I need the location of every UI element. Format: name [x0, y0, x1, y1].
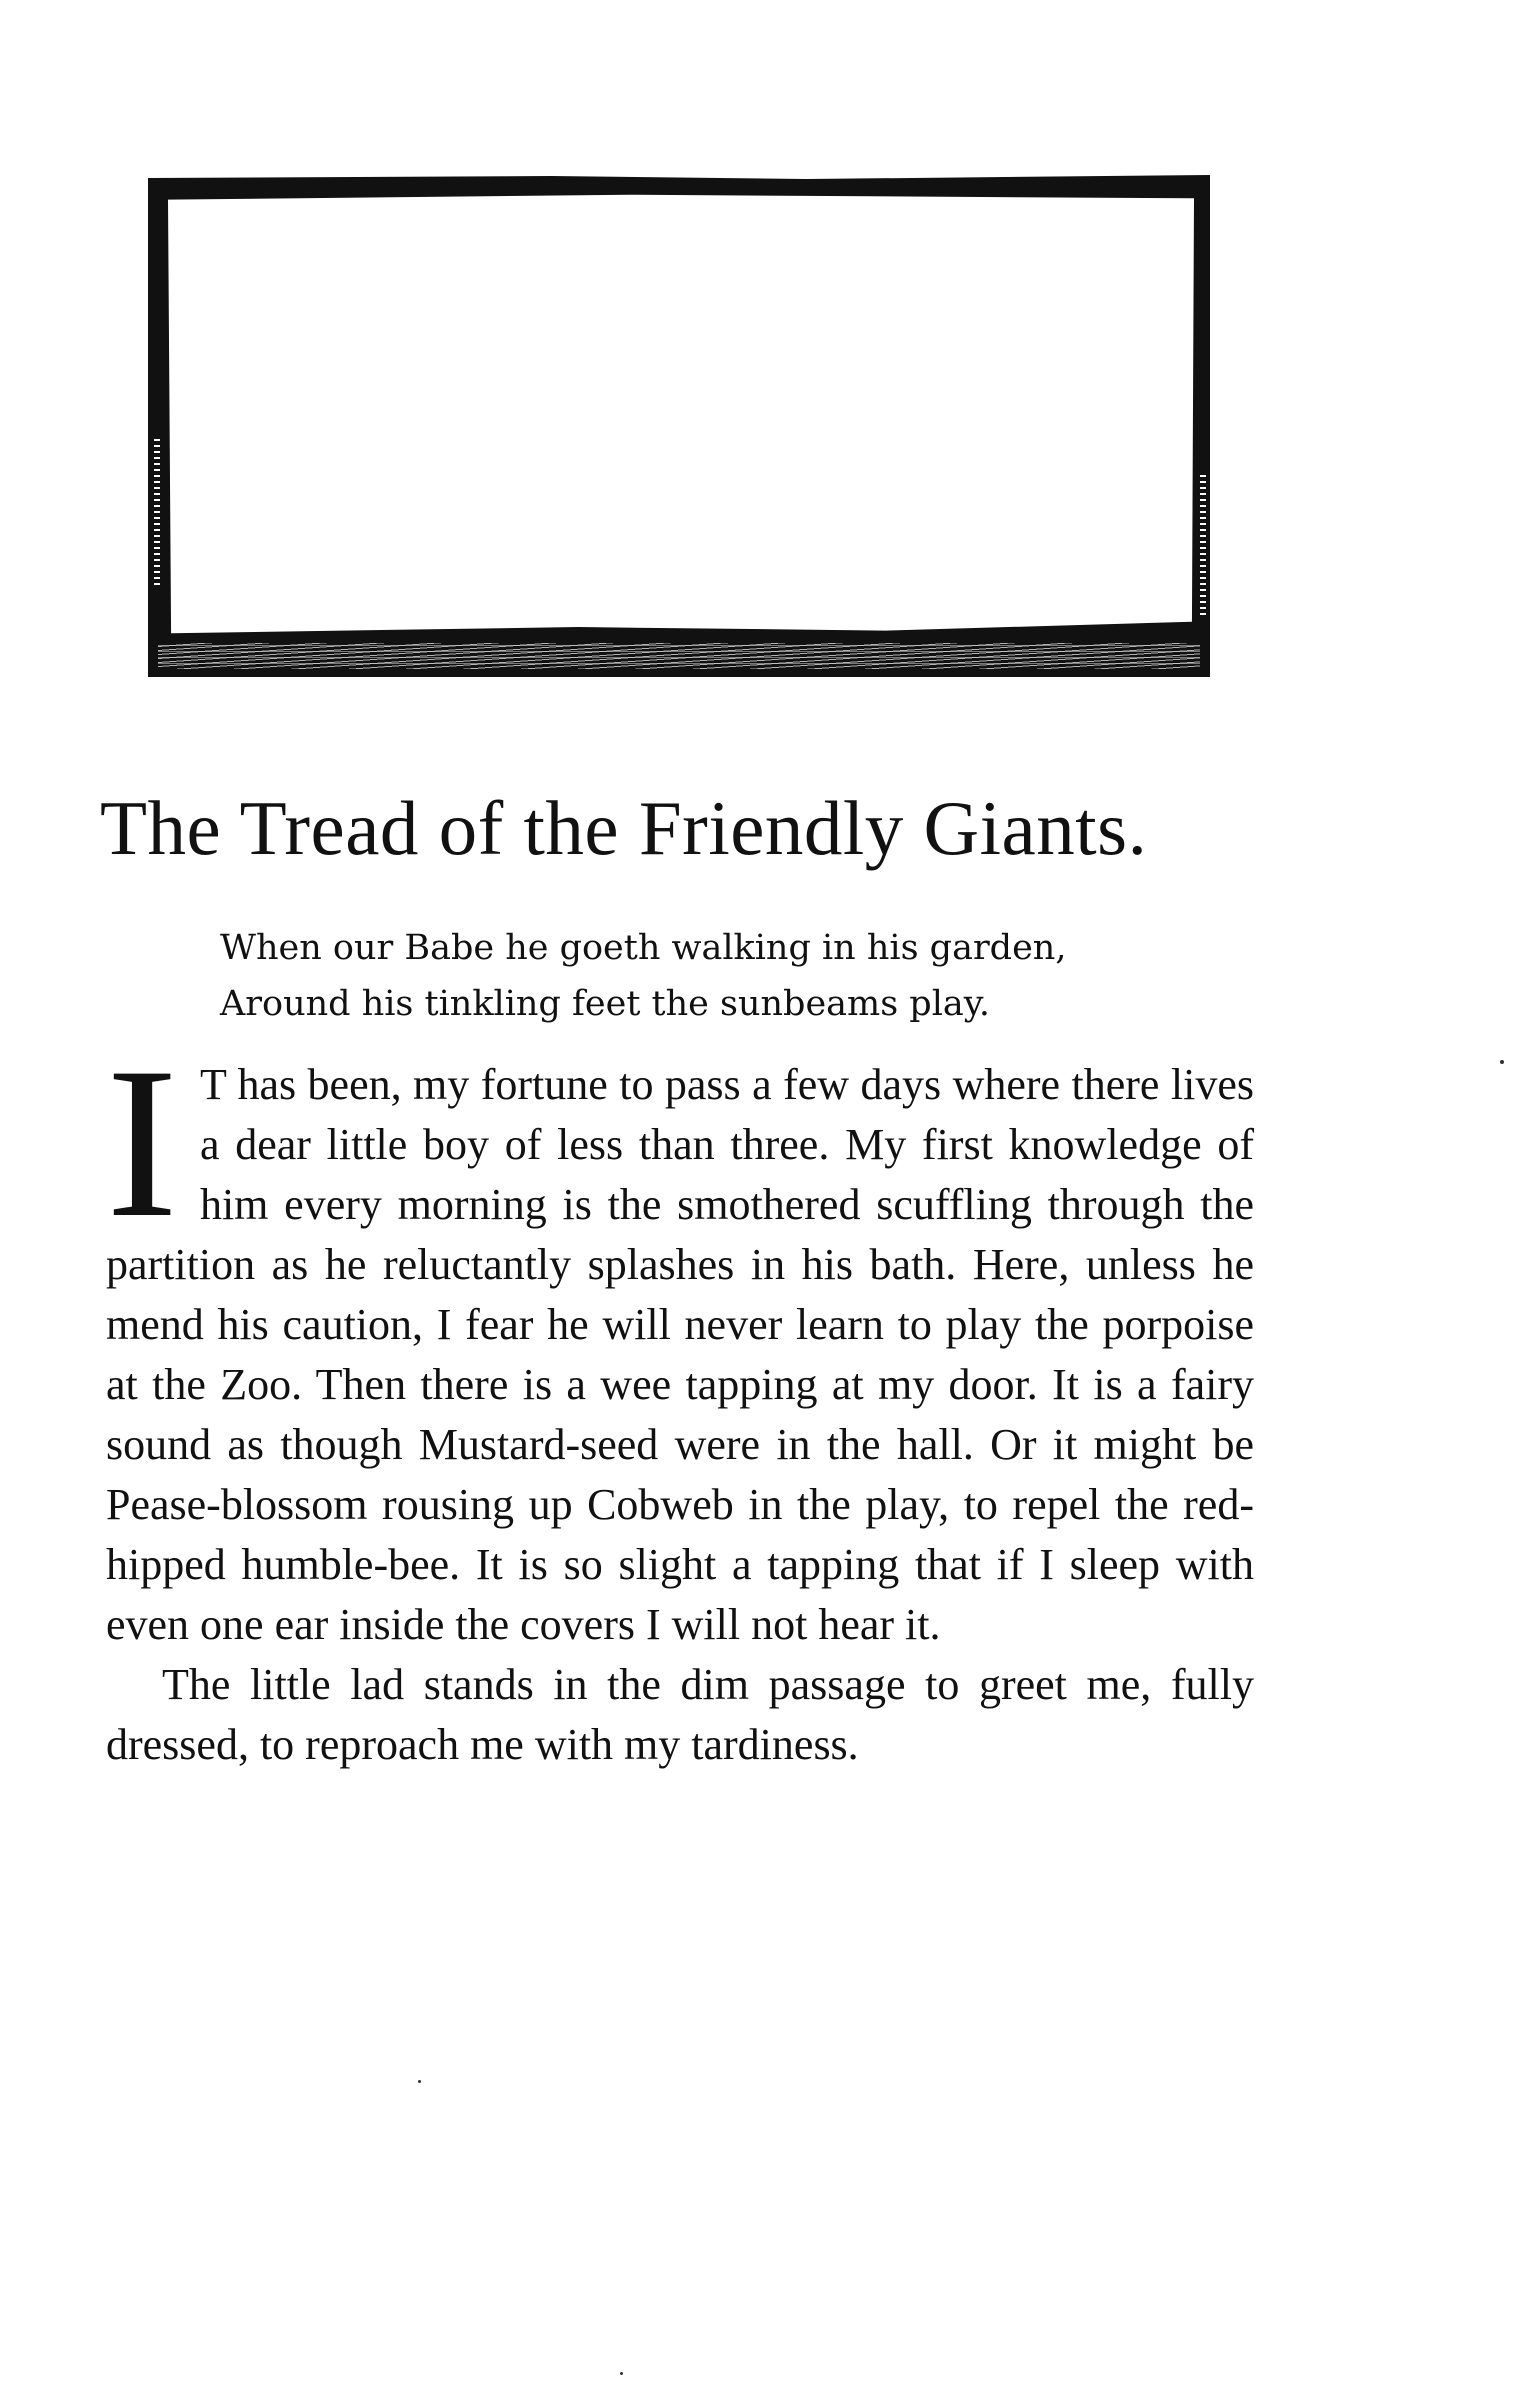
- paragraph-second: The little lad stands in the dim passage to greet me, fully dressed, to reproach me with my tardiness.: [106, 1660, 1254, 1769]
- headpiece-left-texture: [154, 435, 160, 585]
- paper-speck: [418, 2080, 421, 2083]
- woodcut-frame-icon: [148, 175, 1210, 677]
- paper-speck: [1500, 1060, 1504, 1064]
- paper-speck: [620, 2372, 623, 2375]
- drop-cap: I: [106, 1023, 178, 1262]
- headpiece-right-texture: [1200, 475, 1206, 615]
- headpiece-hatching: [158, 643, 1200, 669]
- paragraph-first-text: T has been, my fortune to pass a few days where there lives a dear little boy of less than three. My first knowledge of him every morning is the smothered scuffling through the partition as he reluctantly splashes in his bath. Here, unless he mend his caution, I fear he will never learn to play the porpoise at the Zoo. Then there is a wee tapping at my door. It is a fairy sound as though Mustard-seed were in the hall. Or it might be Pease-blossom rousing up Cobweb in the play, to repel the red-hipped humble-bee. It is so slight a tapping that if I sleep with even one ear inside the covers I will not hear it.: [106, 1060, 1254, 1649]
- epigraph: [220, 920, 1066, 1032]
- epigraph-line: When our Babe he goeth walking in his garden,: [220, 928, 1067, 968]
- chapter-title: The Tread of the Friendly Giants.: [100, 785, 1148, 871]
- epigraph-line: Around his tinkling feet the sunbeams play.: [220, 984, 991, 1024]
- chapter-body: [106, 1023, 1254, 1775]
- paragraph-first: [106, 1023, 1254, 1655]
- headpiece-blank-panel: [168, 193, 1194, 635]
